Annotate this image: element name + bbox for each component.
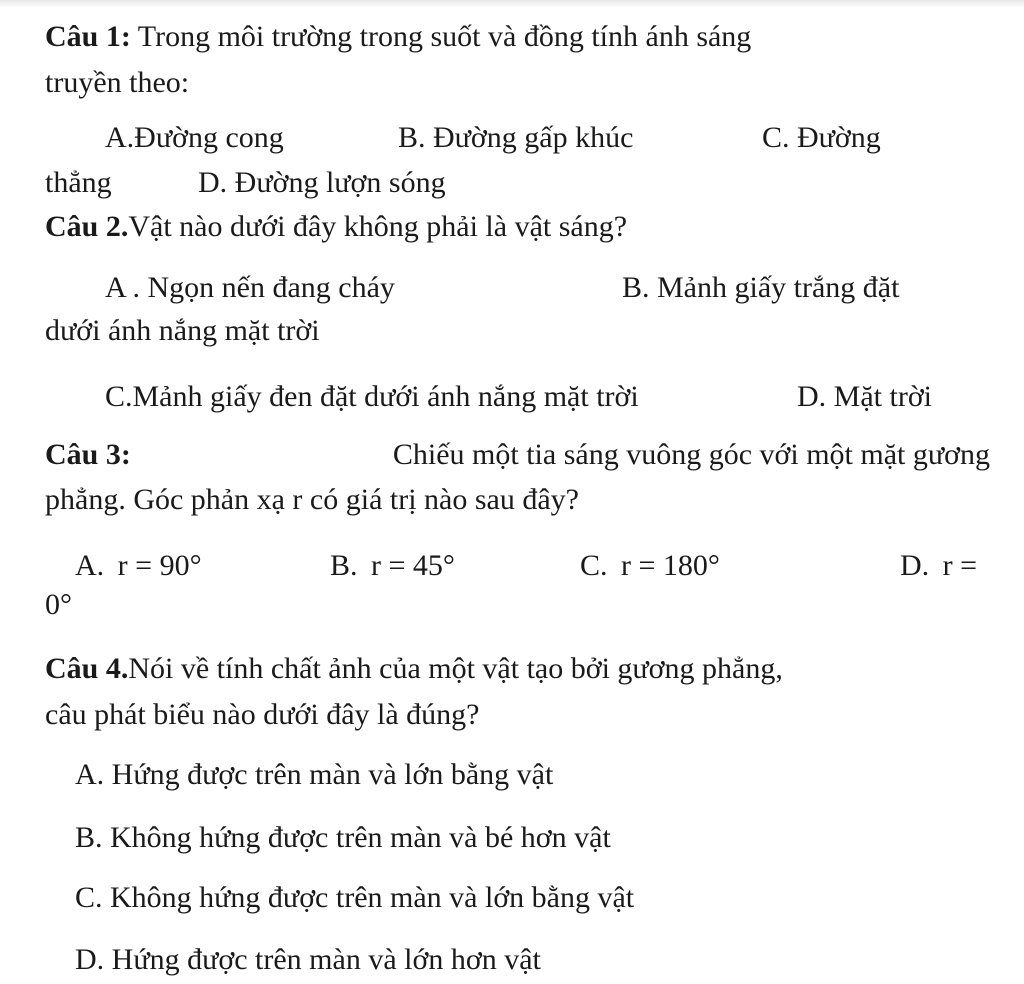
top-edge-fade [0, 0, 1024, 8]
question-1-option-d: D. Đường lượn sóng [198, 166, 446, 199]
question-3-option-d: D. r = [900, 549, 978, 582]
question-3-option-c: C. r = 180° [580, 549, 720, 582]
question-3-option-d-cont: 0° [45, 588, 72, 621]
question-3-line-1 [45, 440, 990, 470]
question-4-label: Câu 4. [45, 652, 129, 685]
question-4-text: Nói về tính chất ảnh của một vật tạo bởi gương phẳng, [128, 652, 783, 685]
question-4-option-d: D. Hứng được trên màn và lớn hơn vật [75, 943, 541, 976]
question-3-option-d-value: r = [942, 549, 978, 582]
question-1-option-a: A.Đường cong [105, 121, 284, 154]
question-4-line-1 [45, 654, 783, 684]
question-2-option-b: B. Mảnh giấy trắng đặt [622, 271, 900, 304]
question-3-text: Chiếu một tia sáng vuông góc với một mặt gương [392, 438, 990, 471]
question-3-option-c-value: r = 180° [621, 549, 720, 582]
question-3-option-a: A. r = 90° [75, 549, 202, 582]
question-1-text-cont: truyền theo: [45, 66, 190, 99]
question-4-option-c: C. Không hứng được trên màn và lớn bằng vật [75, 881, 635, 914]
question-3-option-b: B. r = 45° [330, 549, 455, 582]
question-3-line-2 [45, 485, 579, 515]
question-2-option-c: C.Mảnh giấy đen đặt dưới ánh nắng mặt trời [105, 380, 639, 413]
question-3-label: Câu 3: [45, 438, 131, 471]
question-1-label: Câu 1: [45, 20, 131, 53]
question-2-label: Câu 2. [45, 210, 129, 243]
question-4-option-a: A. Hứng được trên màn và lớn bằng vật [75, 758, 554, 791]
question-2-text: Vật nào dưới đây không phải là vật sáng? [128, 210, 628, 243]
question-1-line-1 [45, 22, 751, 52]
question-2-option-b-cont: dưới ánh nắng mặt trời [45, 314, 320, 347]
question-3-text-cont: phẳng. Góc phản xạ r có giá trị nào sau đây? [45, 483, 579, 516]
question-3-option-a-value: r = 90° [117, 549, 202, 582]
question-4-option-b: B. Không hứng được trên màn và bé hơn vật [75, 821, 611, 854]
question-2-option-d: D. Mặt trời [797, 380, 933, 413]
question-1-option-c: C. Đường [762, 121, 881, 154]
question-1-option-b: B. Đường gấp khúc [398, 121, 634, 154]
question-2-line-1 [45, 212, 627, 242]
question-1-text: Trong môi trường trong suốt và đồng tính ánh sáng [130, 20, 752, 53]
question-2-option-a: A . Ngọn nến đang cháy [105, 271, 395, 304]
question-1-option-c-cont: thẳng [45, 166, 112, 199]
question-3-option-b-value: r = 45° [371, 549, 455, 582]
question-4-line-2 [45, 700, 480, 730]
question-4-text-cont: câu phát biểu nào dưới đây là đúng? [45, 698, 480, 731]
question-1-line-2 [45, 68, 189, 98]
